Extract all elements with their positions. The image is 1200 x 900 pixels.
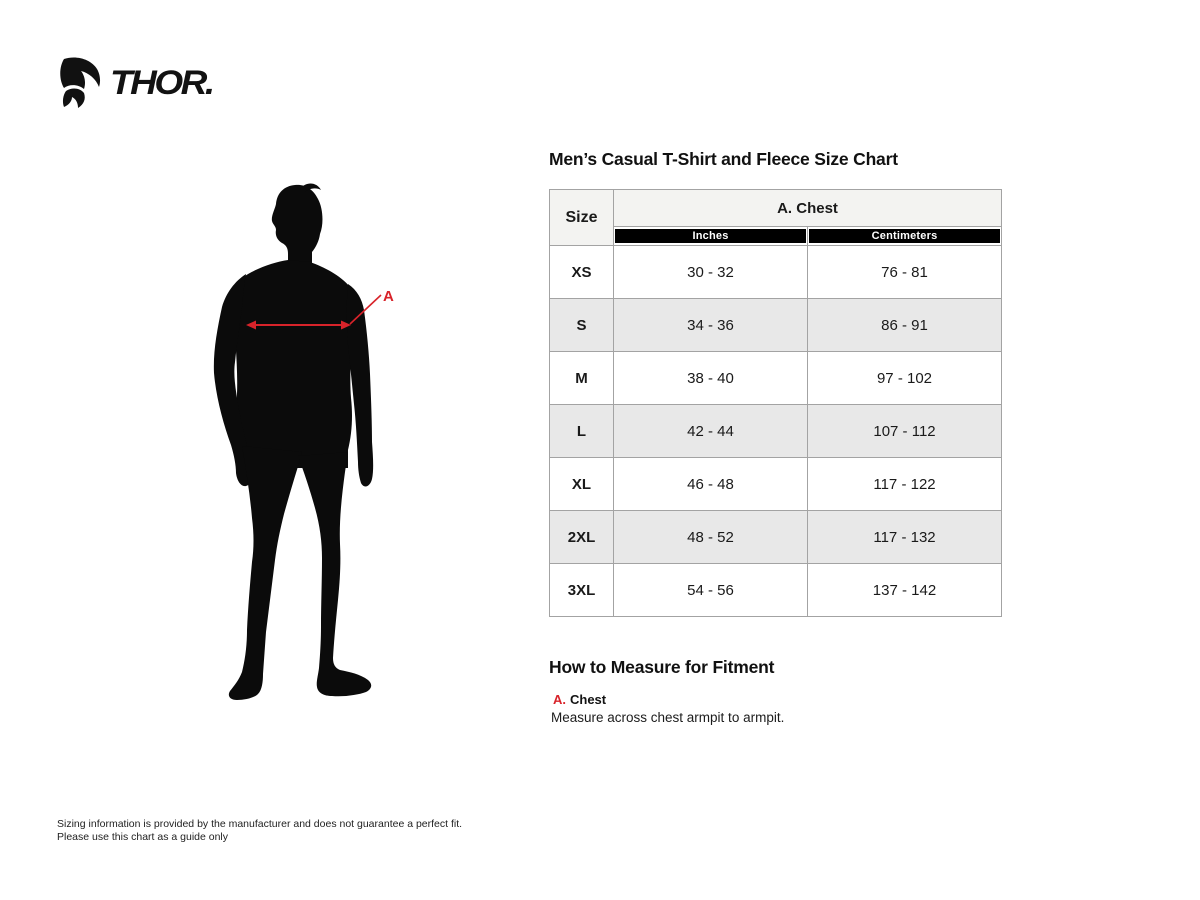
inches-value: 46 - 48: [614, 458, 808, 511]
size-label: 2XL: [550, 511, 614, 564]
measurement-label-a: A: [383, 288, 394, 305]
table-row: [550, 352, 1002, 405]
inches-value: 38 - 40: [614, 352, 808, 405]
table-row: [550, 405, 1002, 458]
centimeters-value: 86 - 91: [808, 299, 1002, 352]
disclaimer-line-2: Please use this chart as a guide only: [57, 831, 229, 844]
standing-man-silhouette: [190, 180, 410, 710]
table-row: [550, 458, 1002, 511]
inches-value: 34 - 36: [614, 299, 808, 352]
chest-group-header: A. Chest: [614, 190, 1002, 227]
inches-value: 48 - 52: [614, 511, 808, 564]
disclaimer-line-1: Sizing information is provided by the manufacturer and does not guarantee a perfect fit.: [57, 818, 463, 830]
centimeters-header: Centimeters: [809, 229, 1000, 243]
inches-header: Inches: [615, 229, 806, 243]
brand-logo-text: THOR.: [110, 63, 213, 102]
table-row: [550, 299, 1002, 352]
inches-value: 30 - 32: [614, 246, 808, 299]
size-label: XS: [550, 246, 614, 299]
measurement-item-key: A.: [553, 692, 566, 707]
size-label: L: [550, 405, 614, 458]
centimeters-value: 137 - 142: [808, 564, 1002, 617]
centimeters-header-cell: [808, 227, 1002, 246]
centimeters-value: 117 - 132: [808, 511, 1002, 564]
group-header-row: [550, 190, 1002, 227]
silhouette-body: [214, 183, 373, 700]
size-label: 3XL: [550, 564, 614, 617]
size-chart-title: Men’s Casual T-Shirt and Fleece Size Chart: [549, 149, 898, 169]
brand-logo: [55, 57, 213, 109]
table-row: [550, 564, 1002, 617]
size-column-header: Size: [550, 190, 614, 246]
measurement-instruction: Measure across chest armpit to armpit.: [551, 710, 785, 725]
centimeters-value: 117 - 122: [808, 458, 1002, 511]
size-chart-table: [549, 189, 1002, 617]
inches-value: 54 - 56: [614, 564, 808, 617]
centimeters-value: 97 - 102: [808, 352, 1002, 405]
how-to-measure-title: How to Measure for Fitment: [549, 657, 775, 677]
inches-value: 42 - 44: [614, 405, 808, 458]
inches-header-cell: [614, 227, 808, 246]
table-row: [550, 511, 1002, 564]
size-label: XL: [550, 458, 614, 511]
measurement-item-chest: [553, 692, 606, 707]
thor-horned-beast-icon: [55, 57, 103, 109]
centimeters-value: 107 - 112: [808, 405, 1002, 458]
disclaimer: [57, 818, 462, 844]
size-label: S: [550, 299, 614, 352]
size-label: M: [550, 352, 614, 405]
unit-header-row: [550, 227, 1002, 246]
centimeters-value: 76 - 81: [808, 246, 1002, 299]
table-row: [550, 246, 1002, 299]
measurement-item-name: Chest: [570, 692, 607, 707]
